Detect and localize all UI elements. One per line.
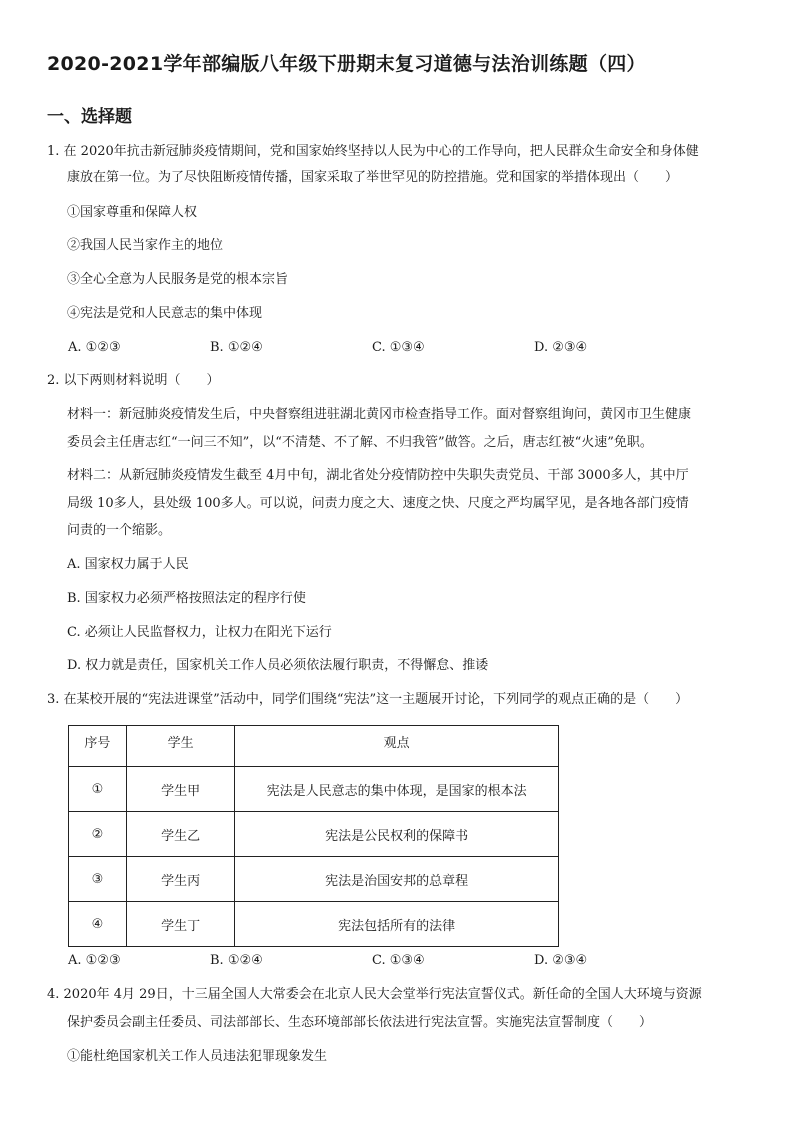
q2-material1-line2: 委员会主任唐志红“一问三不知”，以“不清楚、不了解、不归我管”做答。之后，唐志红被“火速”免职。	[67, 435, 653, 450]
table-row	[69, 767, 559, 812]
table-cell: 学生甲	[126, 767, 235, 812]
q3-stem: 3. 在某校开展的“宪法进课堂”活动中，同学们围绕“宪法”这一主题展开讨论，下列同学的观点正确的是（ ）	[47, 692, 689, 707]
table-cell: 学生丙	[126, 857, 235, 902]
q2-stem: 2. 以下两则材料说明（ ）	[47, 373, 220, 388]
section-heading: 一、选择题	[47, 107, 132, 127]
q4-stem-line1: 4. 2020年 4月 29日，十三届全国人大常委会在北京人民大会堂举行宪法宣誓仪式。新任命的全国人大环境与资源	[47, 987, 702, 1002]
q1-stem-line2: 康放在第一位。为了尽快阻断疫情传播，国家采取了举世罕见的防控措施。党和国家的举措体现出（ ）	[67, 170, 679, 185]
q1-item-2: ②我国人民当家作主的地位	[67, 238, 224, 253]
table-cell: 宪法包括所有的法律	[235, 902, 559, 947]
q2-material2-line2: 局级 10多人，县处级 100多人。可以说，问责力度之大、速度之快、尺度之严均属罕见，是各地各部门疫情	[67, 496, 689, 511]
table-cell: 宪法是公民权利的保障书	[235, 812, 559, 857]
q1-stem-line1: 1. 在 2020年抗击新冠肺炎疫情期间，党和国家始终坚持以人民为中心的工作导向，把人民群众生命安全和身体健	[47, 144, 699, 159]
document-title: 2020-2021学年部编版八年级下册期末复习道德与法治训练题（四）	[47, 53, 646, 75]
q3-table	[68, 725, 559, 947]
q3-option-a: A. ①②③	[68, 953, 121, 968]
table-header-row	[69, 726, 559, 767]
table-cell: ①	[69, 767, 127, 812]
table-cell: ②	[69, 812, 127, 857]
q1-option-d: D. ②③④	[534, 340, 588, 355]
q1-option-b: B. ①②④	[210, 340, 263, 355]
table-cell: 宪法是治国安邦的总章程	[235, 857, 559, 902]
q4-stem-line2: 保护委员会副主任委员、司法部部长、生态环境部部长依法进行宪法宣誓。实施宪法宣誓制度（ ）	[67, 1015, 653, 1030]
table-row	[69, 812, 559, 857]
q2-material1-line1: 材料一：新冠肺炎疫情发生后，中央督察组进驻湖北黄冈市检查指导工作。面对督察组询问，黄冈市卫生健康	[67, 407, 692, 422]
q1-item-4: ④宪法是党和人民意志的集中体现	[67, 306, 263, 321]
table-cell: ④	[69, 902, 127, 947]
q3-option-c: C. ①③④	[372, 953, 425, 968]
q3-option-b: B. ①②④	[210, 953, 263, 968]
table-row	[69, 902, 559, 947]
table-header-cell: 观点	[235, 726, 559, 767]
table-header-cell: 学生	[126, 726, 235, 767]
q2-material2-line1: 材料二：从新冠肺炎疫情发生截至 4月中旬，湖北省处分疫情防控中失职失责党员、干部 3000多人，其中厅	[67, 468, 689, 483]
q3-option-d: D. ②③④	[534, 953, 588, 968]
q2-option-a: A. 国家权力属于人民	[67, 557, 189, 572]
table-cell: 学生丁	[126, 902, 235, 947]
q1-option-a: A. ①②③	[68, 340, 121, 355]
table-cell: 学生乙	[126, 812, 235, 857]
q1-option-c: C. ①③④	[372, 340, 425, 355]
table-row	[69, 857, 559, 902]
q1-item-1: ①国家尊重和保障人权	[67, 205, 198, 220]
q2-material2-line3: 问责的一个缩影。	[67, 523, 172, 538]
q4-item-1: ①能杜绝国家机关工作人员违法犯罪现象发生	[67, 1049, 328, 1064]
table-cell: 宪法是人民意志的集中体现，是国家的根本法	[235, 767, 559, 812]
q2-option-b: B. 国家权力必须严格按照法定的程序行使	[67, 591, 306, 606]
table-header-cell: 序号	[69, 726, 127, 767]
q2-option-c: C. 必须让人民监督权力，让权力在阳光下运行	[67, 625, 332, 640]
q1-item-3: ③全心全意为人民服务是党的根本宗旨	[67, 272, 289, 287]
q2-option-d: D. 权力就是责任，国家机关工作人员必须依法履行职责，不得懈怠、推诿	[67, 658, 489, 673]
table-cell: ③	[69, 857, 127, 902]
